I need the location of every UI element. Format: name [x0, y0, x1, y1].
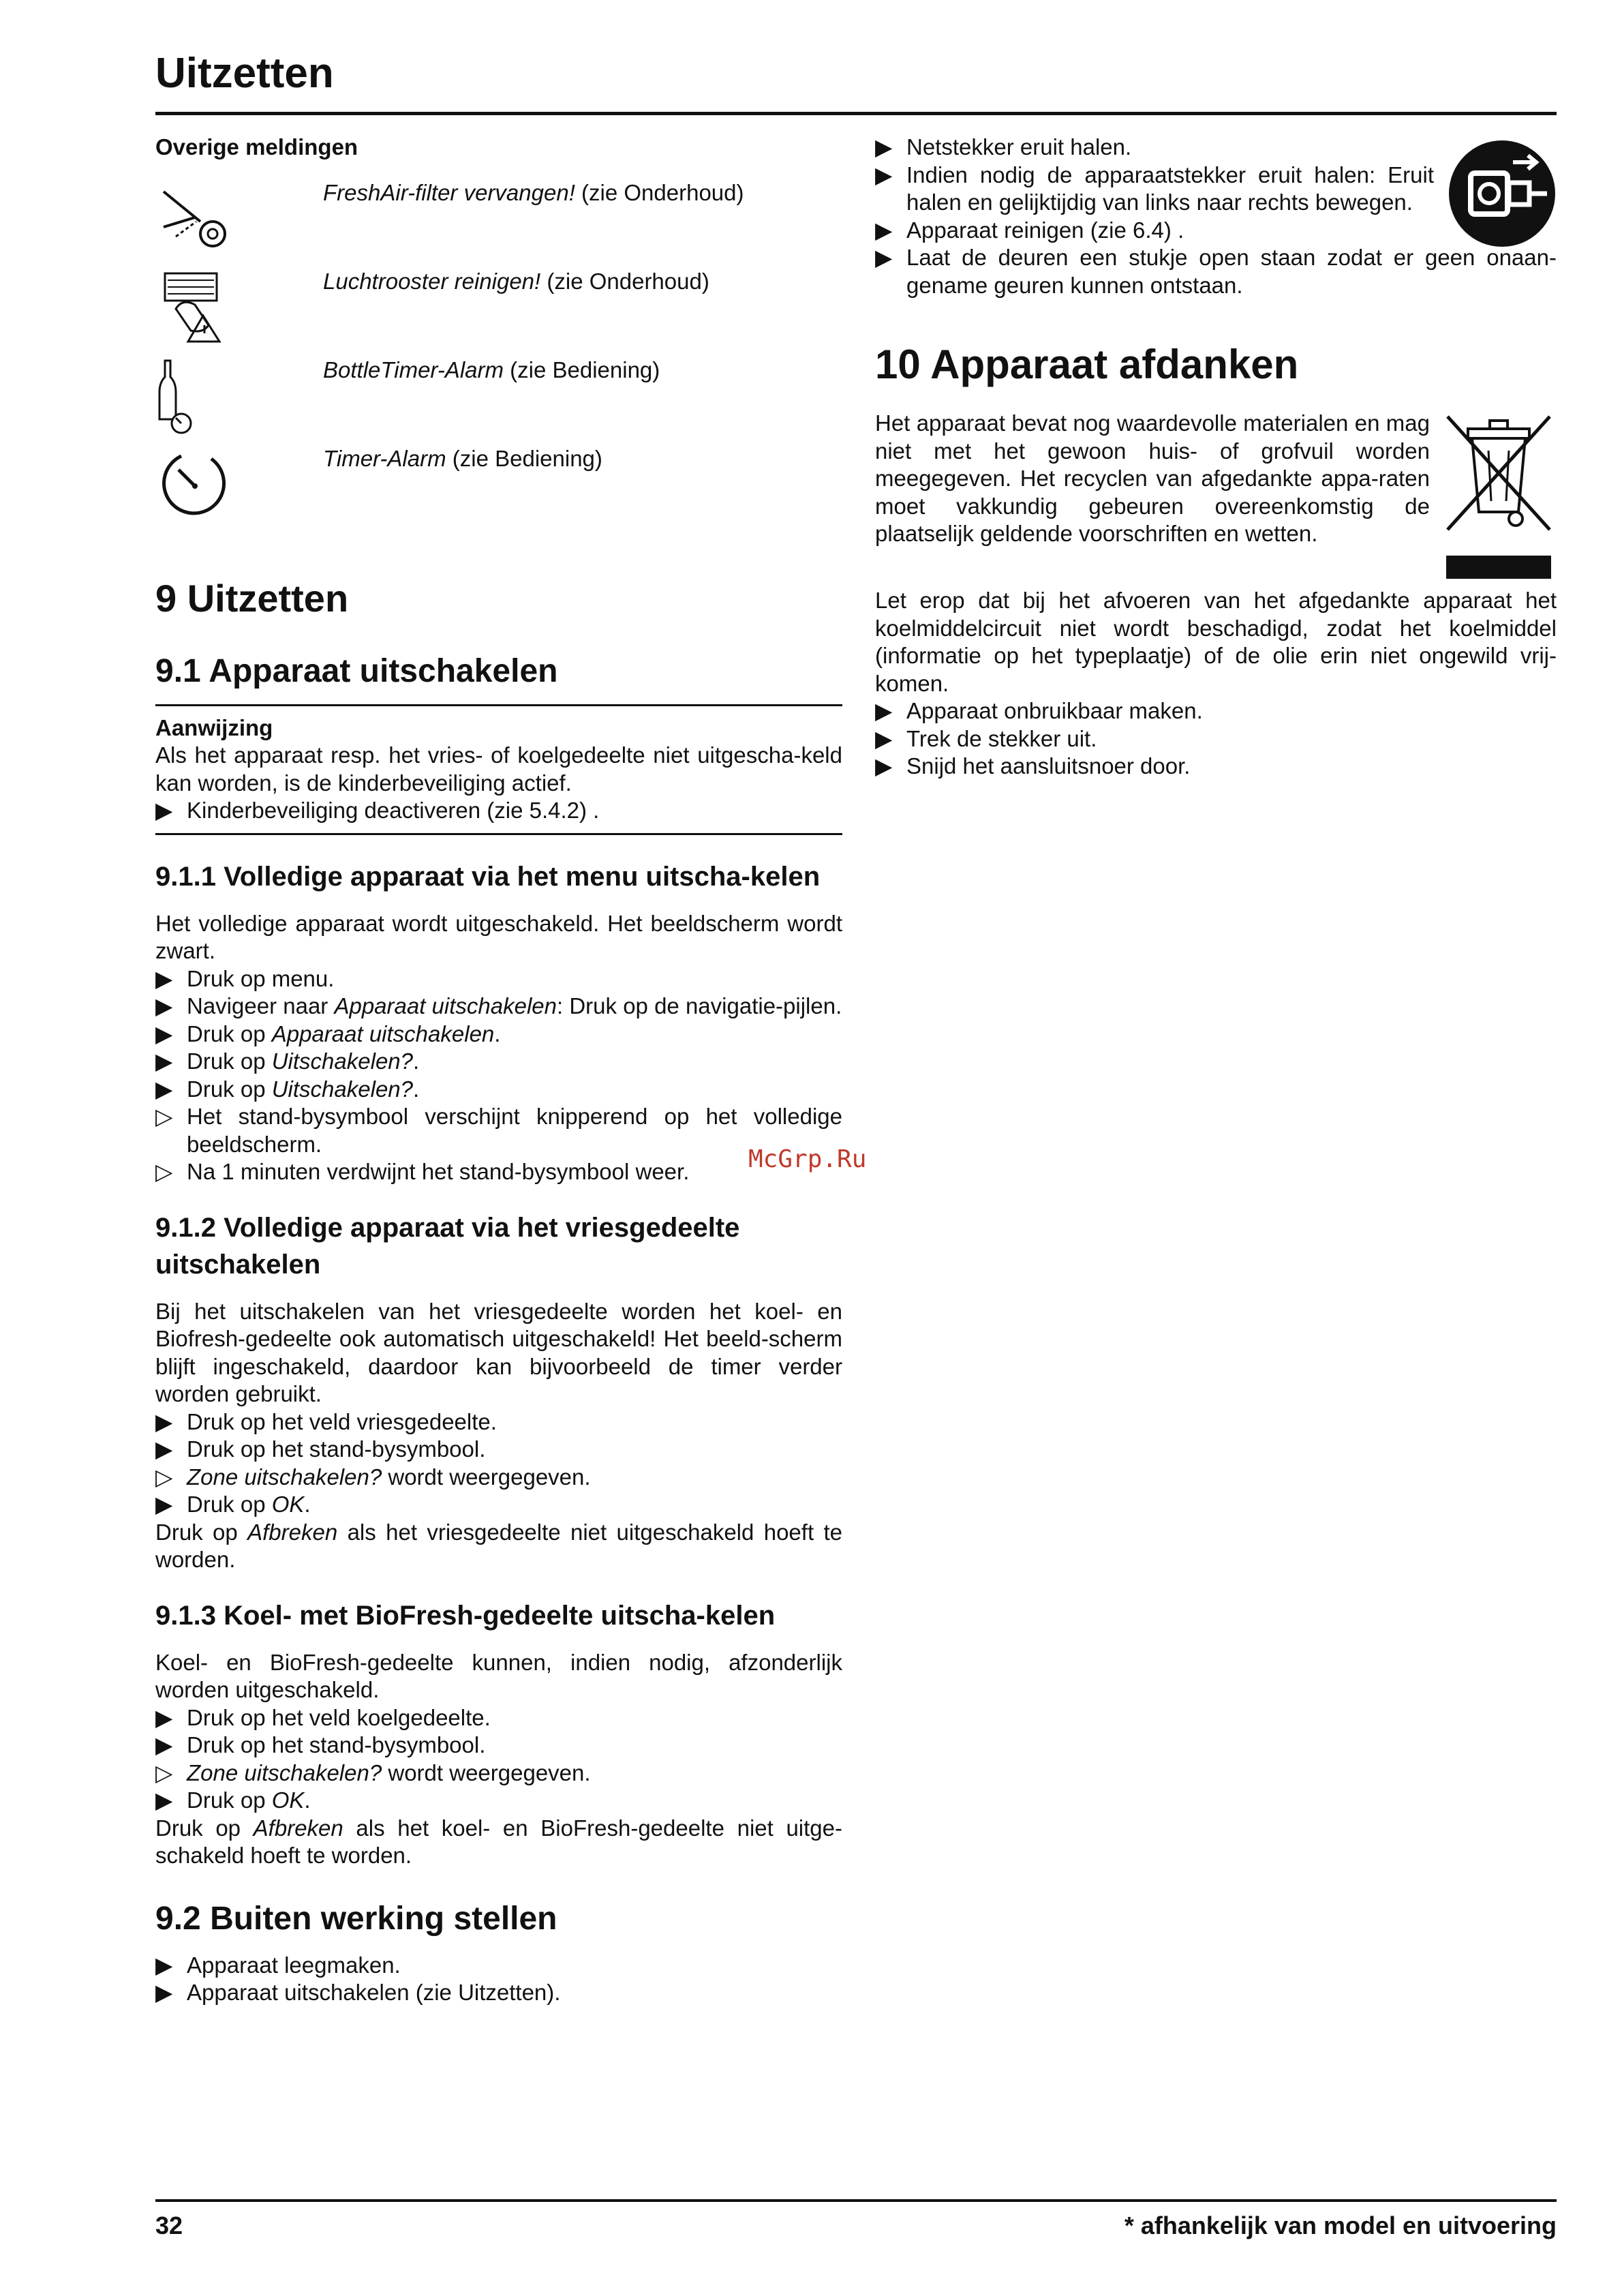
message-row-timer [155, 445, 842, 534]
message-text: FreshAir-filter vervangen! (zie Onderhoud) [323, 179, 744, 205]
list-item: ▷ Het stand-bysymbool verschijnt knipperend op het volledige beeldscherm. [155, 1104, 842, 1157]
list-item: ▶ Snijd het aansluitsnoer door. [875, 753, 1191, 779]
list-item: ▶ Netstekker eruit halen. [875, 134, 1132, 160]
list-item: ▶ Druk op het veld vriesgedeelte. [155, 1408, 497, 1434]
section-9-2-steps [155, 1952, 842, 2007]
message-row-freshair [155, 179, 842, 268]
message-row-air-grille [155, 268, 842, 357]
page-number: 32 [155, 2211, 183, 2239]
list-item: ▶ Druk op Uitschakelen?. [155, 1076, 420, 1102]
message-text: BottleTimer-Alarm (zie Bediening) [323, 357, 660, 382]
section-10-para1: Het apparaat bevat nog waardevolle materialen en mag niet met het gewoon huis- of grofvuil worden meegegeven. Het recyclen van afgedankte appa-raten moet vakkundig gebeuren overeenkomstig de plaatselijk geldende voorschriften en wetten. [875, 410, 1430, 546]
list-item: ▶ Kinderbeveiliging deactiveren (zie 5.4.2) . [155, 797, 842, 825]
section-9-1-3-intro: Koel- en BioFresh-gedeelte kunnen, indien nodig, afzonderlijk worden uitgeschakeld. [155, 1649, 842, 1702]
section-9-title: 9 Uitzetten [155, 576, 349, 620]
list-item: ▶ Druk op OK. [155, 1492, 311, 1517]
disposal-block [875, 410, 1557, 580]
title-rule [155, 112, 1557, 115]
unplug-block [875, 134, 1557, 299]
cleanup-steps [875, 217, 1557, 300]
left-column [155, 134, 842, 2007]
list-item: ▷ Zone uitschakelen? wordt weergegeven. [155, 1759, 591, 1785]
list-item: ▷ Na 1 minuten verdwijnt het stand-bysymbool weer. [155, 1159, 690, 1184]
section-10-steps [875, 697, 1557, 781]
list-item: ▶ Navigeer naar Apparaat uitschakelen: Druk op de navigatie-pijlen. [155, 993, 842, 1018]
note-title: Aanwijzing [155, 714, 273, 740]
timer-icon [155, 445, 244, 527]
section-9-2-title: 9.2 Buiten werking stellen [155, 1900, 557, 1937]
list-item: ▷ Zone uitschakelen? wordt weergegeven. [155, 1464, 591, 1490]
section-10-para2: Let erop dat bij het afvoeren van het afgedankte apparaat het koelmiddelcircuit niet wordt beschadigd, zodat het koelmiddel (informatie op het typeplaatje) of de olie erin niet ongewild vrij-komen. [875, 588, 1557, 696]
section-9-1-2-outro: Druk op Afbreken als het vriesgedeelte niet uitgeschakeld hoeft te worden. [155, 1519, 842, 1572]
message-row-bottle-timer [155, 357, 842, 445]
weee-bin-icon [1441, 410, 1557, 580]
list-item: ▶ Apparaat uitschakelen (zie Uitzetten). [155, 1980, 561, 2005]
note-text: Als het apparaat resp. het vries- of koelgedeelte niet uitgescha-keld kan worden, is de kinderbeveiliging actief. [155, 742, 842, 796]
section-9-1-3-steps [155, 1704, 842, 1815]
section-9-1-1-title: 9.1.1 Volledige apparaat via het menu uitscha-kelen [155, 861, 821, 892]
message-text: Timer-Alarm (zie Bediening) [323, 445, 602, 471]
footer-note: * afhankelijk van model en uitvoering [1124, 2211, 1557, 2239]
section-9-1-title: 9.1 Apparaat uitschakelen [155, 652, 558, 689]
list-item: ▶ Druk op het veld koelgedeelte. [155, 1704, 491, 1730]
air-grille-clean-icon [155, 268, 244, 350]
list-item: ▶ Apparaat reinigen (zie 6.4) . [875, 217, 1184, 243]
section-10-title: 10 Apparaat afdanken [875, 342, 1299, 387]
section-9-1-1-steps [155, 965, 842, 1186]
other-messages-heading: Overige meldingen [155, 134, 358, 160]
section-9-1-2-title: 9.1.2 Volledige apparaat via het vriesgedeelte uitschakelen [155, 1212, 740, 1280]
bottle-timer-icon [155, 357, 244, 438]
section-9-1-1-intro: Het volledige apparaat wordt uitgeschakeld. Het beeldscherm wordt zwart. [155, 910, 842, 963]
watermark: McGrp.Ru [748, 1145, 867, 1173]
section-9-1-2-intro: Bij het uitschakelen van het vriesgedeelte worden het koel- en Biofresh-gedeelte ook automatisch uitgeschakeld! Het beeld-scherm blijft ingeschakeld, daardoor kan bijvoorbeeld de timer verder worden gebruikt. [155, 1298, 842, 1406]
section-9-1-2-steps [155, 1408, 842, 1519]
footer-rule [155, 2199, 1557, 2202]
section-9-1-3-outro: Druk op Afbreken als het koel- en BioFresh-gedeelte niet uitge-schakeld hoeft te worden. [155, 1815, 842, 1868]
list-item: ▶ Laat de deuren een stukje open staan zodat er geen onaan-gename geuren kunnen ontstaan. [875, 245, 1557, 298]
list-item: ▶ Druk op het stand-bysymbool. [155, 1436, 486, 1462]
list-item: ▶ Apparaat onbruikbaar maken. [875, 698, 1203, 723]
list-item: ▶ Druk op OK. [155, 1787, 311, 1813]
action-mark: ▶ [155, 798, 173, 823]
right-column [875, 134, 1557, 781]
list-item: ▶ Druk op menu. [155, 965, 335, 991]
list-item: ▶ Apparaat leegmaken. [155, 1952, 401, 1978]
message-text: Luchtrooster reinigen! (zie Onderhoud) [323, 268, 709, 294]
freshair-filter-icon [155, 179, 244, 261]
list-item: ▶ Druk op Apparaat uitschakelen. [155, 1021, 501, 1046]
note-steps [155, 797, 842, 825]
unplug-steps [875, 134, 1434, 217]
list-item: ▶ Trek de stekker uit. [875, 725, 1097, 751]
section-9-1-3-title: 9.1.3 Koel- met BioFresh-gedeelte uitscha-kelen [155, 1600, 776, 1631]
list-item: ▶ Indien nodig de apparaatstekker eruit halen: Eruit halen en gelijktijdig van links naar rechts bewegen. [875, 162, 1434, 215]
list-item: ▶ Druk op het stand-bysymbool. [155, 1732, 486, 1757]
page-title: Uitzetten [155, 50, 334, 97]
note-box [155, 704, 842, 835]
list-item: ▶ Druk op Uitschakelen?. [155, 1048, 420, 1074]
